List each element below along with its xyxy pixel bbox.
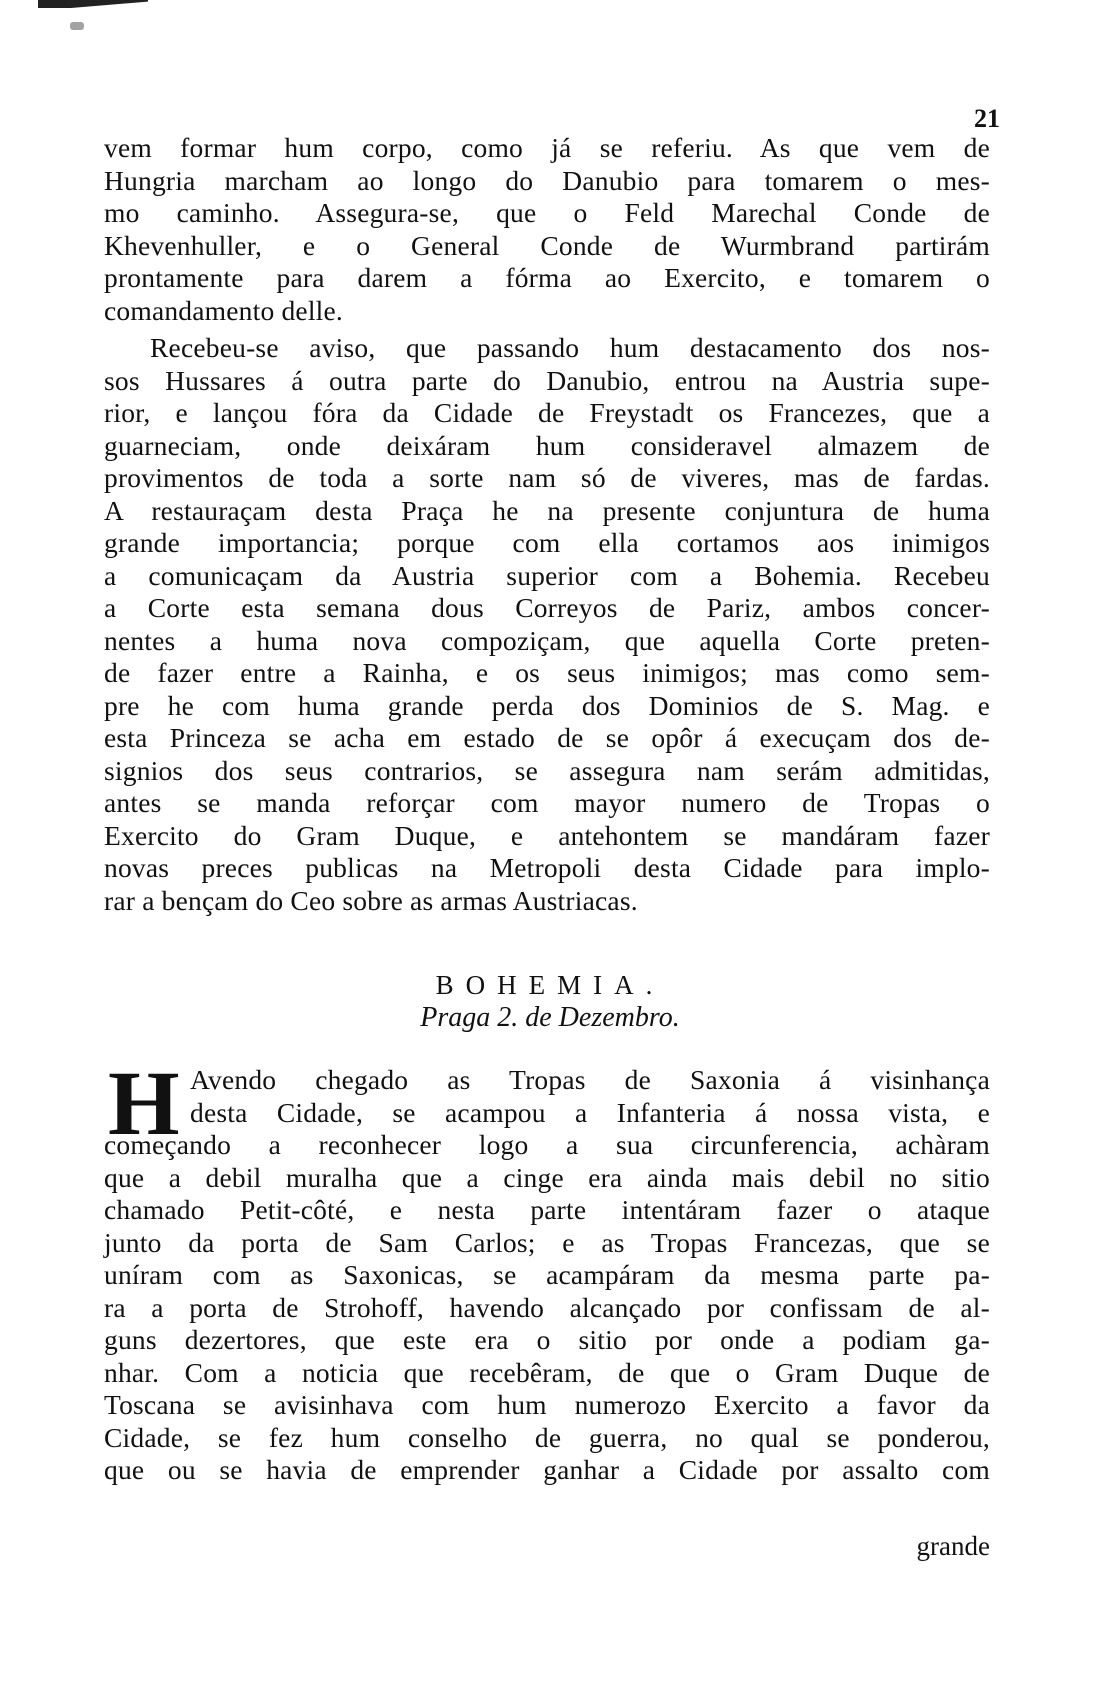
text-line: desta Cidade, se acampou a Infanteria á nossa vista, e (190, 1096, 990, 1128)
text-line: nentes a huma nova compoziçam, que aquella Corte preten- (104, 624, 990, 656)
dateline: Praga 2. de Dezembro. (420, 1002, 680, 1033)
text-line: prontamente para darem a fórma ao Exercito, e tomarem o (104, 262, 990, 293)
text-line: Avendo chegado as Tropas de Saxonia á visinhança (190, 1064, 990, 1095)
ink-speck (70, 22, 84, 30)
text-line: comandamento delle. (104, 294, 343, 326)
text-line: esta Princeza se acha em estado de se opôr á execuçam dos de- (104, 722, 990, 753)
text-line: rar a bençam do Ceo sobre as armas Austriacas. (104, 884, 638, 916)
text-line: provimentos de toda a sorte nam só de viveres, mas de fardas. (104, 462, 990, 493)
text-line: novas preces publicas na Metropoli desta Cidade para implo- (104, 852, 990, 883)
text-line: sos Hussares á outra parte do Danubio, entrou na Austria supe- (104, 364, 990, 396)
text-line: que a debil muralha que a cinge era ainda mais debil no sitio (104, 1161, 990, 1193)
text-line: grande importancia; porque com ella cortamos aos inimigos (104, 527, 990, 558)
paragraph-2 (104, 332, 990, 917)
text-line: mo caminho. Assegura-se, que o Feld Marechal Conde de (104, 197, 990, 228)
text-line: Cidade, se fez hum conselho de guerra, no qual se ponderou, (104, 1421, 990, 1453)
text-line: rior, e lançou fóra da Cidade de Freystadt os Francezes, que a (104, 397, 990, 428)
text-line: Exercito do Gram Duque, e antehontem se mandáram fazer (104, 819, 990, 851)
text-line: Hungria marcham ao longo do Danubio para tomarem o mes- (104, 164, 990, 196)
text-line: nhar. Com a noticia que recebêram, de que o Gram Duque de (104, 1356, 990, 1388)
text-line: Recebeu-se aviso, que passando hum destacamento dos nos- (150, 332, 990, 363)
paragraph-3 (104, 1052, 990, 1487)
text-line: A restauraçam desta Praça he na presente conjuntura de huma (104, 494, 990, 526)
text-line: chamado Petit-côté, e nesta parte intentáram fazer o ataque (104, 1194, 990, 1225)
text-line: antes se manda reforçar com mayor numero de Tropas o (104, 787, 990, 818)
text-line: Toscana se avisinhava com hum numerozo Exercito a favor da (104, 1389, 990, 1420)
text-line: ra a porta de Strohoff, havendo alcançado por confissam de al- (104, 1291, 990, 1323)
text-line: uníram com as Saxonicas, se acampáram da mesma parte pa- (104, 1259, 990, 1290)
section-heading: BOHEMIA. (435, 970, 665, 1000)
printing-smudge (38, 0, 148, 8)
text-line: começando a reconhecer logo a sua circunferencia, achàram (104, 1129, 990, 1160)
text-line: Khevenhuller, e o General Conde de Wurmbrand partirám (104, 229, 990, 261)
paragraph-1 (104, 132, 990, 327)
catchword: grande (916, 1531, 990, 1561)
text-line: signios dos seus contrarios, se assegura nam serám admitidas, (104, 754, 990, 786)
drop-cap: H (108, 1052, 180, 1154)
text-line: vem formar hum corpo, como já se referiu. As que vem de (104, 132, 990, 163)
text-line: a Corte esta semana dous Correyos de Pariz, ambos concer- (104, 592, 990, 623)
text-line: pre he com huma grande perda dos Dominios de S. Mag. e (104, 689, 990, 721)
text-line: de fazer entre a Rainha, e os seus inimigos; mas como sem- (104, 657, 990, 688)
text-line: que ou se havia de emprender ganhar a Cidade por assalto com (104, 1454, 990, 1485)
page-number: 21 (974, 104, 1000, 133)
text-line: a comunicaçam da Austria superior com a Bohemia. Recebeu (104, 559, 990, 591)
text-line: guns dezertores, que este era o sitio por onde a podiam ga- (104, 1324, 990, 1355)
text-line: junto da porta de Sam Carlos; e as Tropas Francezas, que se (104, 1226, 990, 1258)
text-line: guarneciam, onde deixáram hum consideravel almazem de (104, 429, 990, 461)
